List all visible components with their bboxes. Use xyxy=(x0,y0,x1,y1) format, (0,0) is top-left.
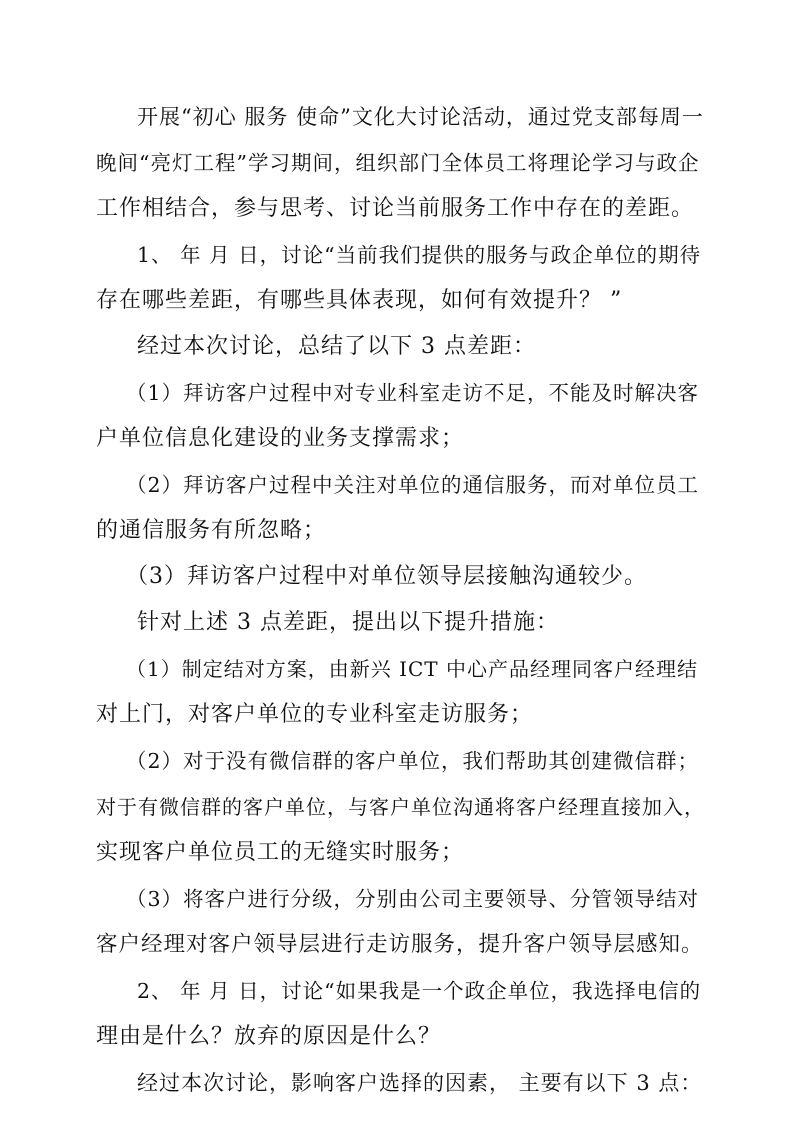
text-line: 的通信服务有所忽略； xyxy=(96,518,327,543)
text-line: （2）拜访客户过程中关注对单位的通信服务，而对单位员工 xyxy=(126,473,700,497)
text-line: 工作相结合，参与思考、讨论当前服务工作中存在的差距。 xyxy=(96,196,695,221)
text-line: 客户经理对客户领导层进行走访服务，提升客户领导层感知。 xyxy=(96,932,704,957)
text-line: 理由是什么？放弃的原因是什么？ xyxy=(96,1024,442,1049)
text-line: 1、 年 月 日，讨论“当前我们提供的服务与政企单位的期待 xyxy=(137,243,702,267)
text-line: 对于有微信群的客户单位，与客户单位沟通将客户经理直接加入， xyxy=(96,795,705,819)
text-line: 经过本次讨论，总结了以下 3 点差距： xyxy=(137,334,536,359)
text-line: （3）将客户进行分级，分别由公司主要领导、分管领导结对 xyxy=(126,887,700,911)
text-line: 2、 年 月 日，讨论“如果我是一个政企单位，我选择电信的 xyxy=(137,979,702,1003)
text-line: 经过本次讨论，影响客户选择的因素， 主要有以下 3 点： xyxy=(137,1071,703,1095)
text-line: （1）制定结对方案，由新兴 ICT 中心产品经理同客户经理结 xyxy=(126,657,698,681)
text-line: 存在哪些差距，有哪些具体表现，如何有效提升？ ” xyxy=(96,288,623,313)
text-line: （3）拜访客户过程中对单位领导层接触沟通较少。 xyxy=(126,564,647,589)
text-line: 开展“初心 服务 使命”文化大讨论活动，通过党支部每周一 xyxy=(137,105,704,129)
text-line: 实现客户单位员工的无缝实时服务； xyxy=(96,840,465,865)
text-line: 对上门，对客户单位的专业科室走访服务； xyxy=(96,702,534,727)
text-line: 户单位信息化建设的业务支撑需求； xyxy=(96,426,465,451)
text-line: 针对上述 3 点差距，提出以下提升措施： xyxy=(137,610,559,635)
text-line: 晚间“亮灯工程”学习期间，组织部门全体员工将理论学习与政企 xyxy=(96,151,700,175)
text-line: （2）对于没有微信群的客户单位，我们帮助其创建微信群； xyxy=(126,749,700,773)
text-line: （1）拜访客户过程中对专业科室走访不足，不能及时解决客 xyxy=(126,381,700,405)
